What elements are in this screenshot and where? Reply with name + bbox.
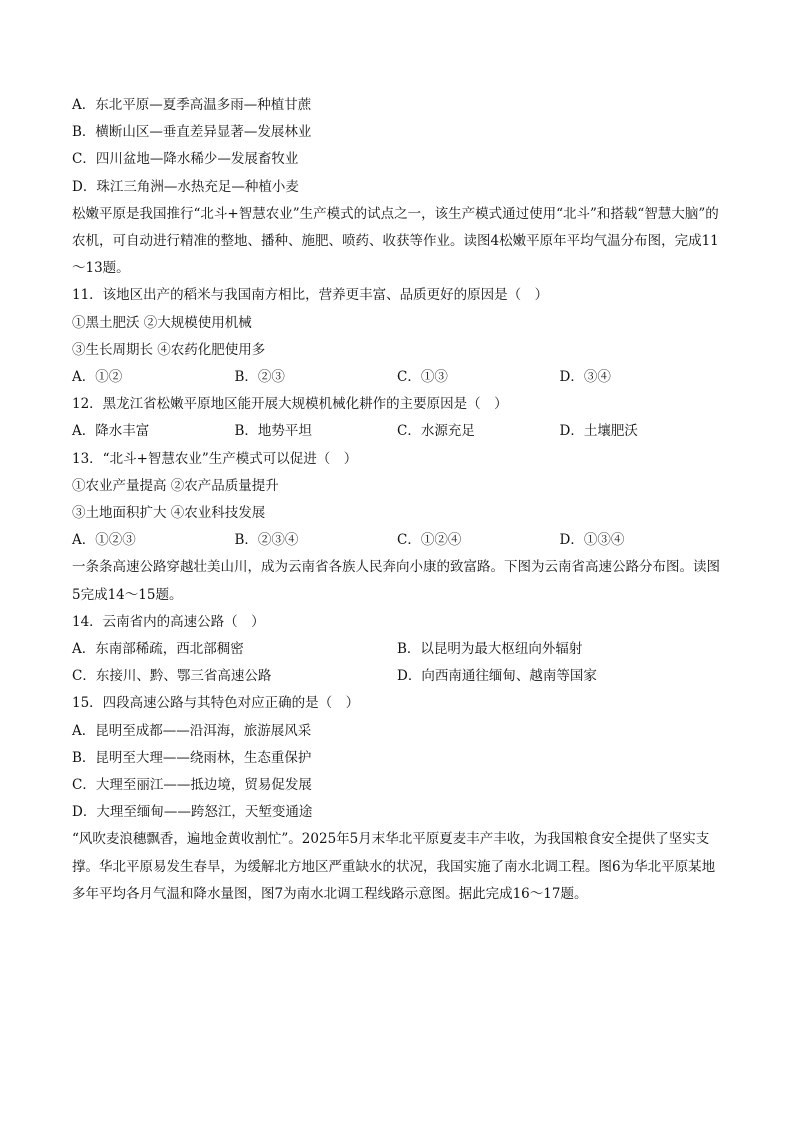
intro-yunnan: 一条条高速公路穿越壮美山川，成为云南省各族人民奔向小康的致富路。下图为云南省高速公路分布图。读图5完成14～15题。 xyxy=(72,559,720,603)
intro-huabei: “风吹麦浪穗飘香，遍地金黄收割忙”。2025年5月末华北平原夏麦丰产丰收，为我国粮食安全提供了坚实支撑。华北平原易发生春旱，为缓解北方地区严重缺水的状况，我国实施了南水北调工程。图6为华北平原某地多年平均各月气温和降水量图，图7为南水北调工程线路示意图。据此完成16～17题。 xyxy=(72,831,716,902)
q14-options-row2 xyxy=(72,663,722,690)
q14-options-row1 xyxy=(72,636,722,663)
q13-option-a: A．①②③ xyxy=(72,532,136,549)
q13-options xyxy=(72,527,722,554)
q11-option-a: A．①② xyxy=(72,369,123,386)
q13-option-d: D．①③④ xyxy=(559,532,625,549)
q14-option-a: A．东南部稀疏，西北部稠密 xyxy=(72,641,244,658)
q11-option-d: D．③④ xyxy=(559,369,611,386)
q13-option-c: C．①②④ xyxy=(397,532,462,549)
q14-option-b: B．以昆明为最大枢纽向外辐射 xyxy=(397,641,583,658)
q11-stem: 11．该地区出产的稻米与我国南方相比，营养更丰富、品质更好的原因是（ ） xyxy=(72,287,549,304)
intro-songnen: 松嫩平原是我国推行“北斗+智慧农业”生产模式的试点之一，该生产模式通过使用“北斗”和搭载“智慧大脑”的农机，可自动进行精准的整地、播种、施肥、喷药、收获等作业。读图4松嫩平原年平均气温分布图，完成11～13题。 xyxy=(72,205,719,277)
q15-option-a: A．昆明至成都——沿洱海，旅游展风采 xyxy=(72,722,312,739)
q11-item-2: ③生长周期长 ④农药化肥使用多 xyxy=(72,341,266,358)
q11-item-1: ①黑土肥沃 ②大规模使用机械 xyxy=(72,314,252,331)
q12-option-a: A．降水丰富 xyxy=(72,423,150,440)
q12-options xyxy=(72,418,722,445)
q15-stem: 15．四段高速公路与其特色对应正确的是（ ） xyxy=(72,695,360,712)
q11-option-c: C．①③ xyxy=(397,369,448,386)
q13-item-1: ①农业产量提高 ②农产品质量提升 xyxy=(72,477,279,494)
q13-item-2: ③土地面积扩大 ④农业科技发展 xyxy=(72,505,266,522)
q14-option-d: D．向西南通往缅甸、越南等国家 xyxy=(397,668,597,685)
q15-option-c: C．大理至丽江——抵边境，贸易促发展 xyxy=(72,777,312,794)
q14-option-c: C．东接川、黔、鄂三省高速公路 xyxy=(72,668,272,685)
q13-stem: 13．“北斗+智慧农业”生产模式可以促进（ ） xyxy=(72,450,358,467)
q10-option-d: D．珠江三角洲—水热充足—种植小麦 xyxy=(72,178,299,195)
q10-option-a: A．东北平原—夏季高温多雨—种植甘蔗 xyxy=(72,97,312,113)
q14-stem: 14．云南省内的高速公路（ ） xyxy=(72,613,265,630)
q10-option-c: C．四川盆地—降水稀少—发展畜牧业 xyxy=(72,151,299,168)
q12-option-c: C．水源充足 xyxy=(397,423,475,440)
q12-option-d: D．土壤肥沃 xyxy=(559,423,638,440)
q12-stem: 12．黑龙江省松嫩平原地区能开展大规模机械化耕作的主要原因是（ ） xyxy=(72,396,508,413)
q11-option-b: B．②③ xyxy=(234,369,285,386)
q10-option-b: B．横断山区—垂直差异显著—发展林业 xyxy=(72,124,312,141)
q11-options xyxy=(72,364,722,391)
q15-option-d: D．大理至缅甸——跨怒江，天堑变通途 xyxy=(72,804,313,821)
q13-option-b: B．②③④ xyxy=(234,532,299,549)
q12-option-b: B．地势平坦 xyxy=(234,423,312,440)
exam-page xyxy=(72,92,722,908)
q15-option-b: B．昆明至大理——绕雨林，生态重保护 xyxy=(72,749,312,766)
